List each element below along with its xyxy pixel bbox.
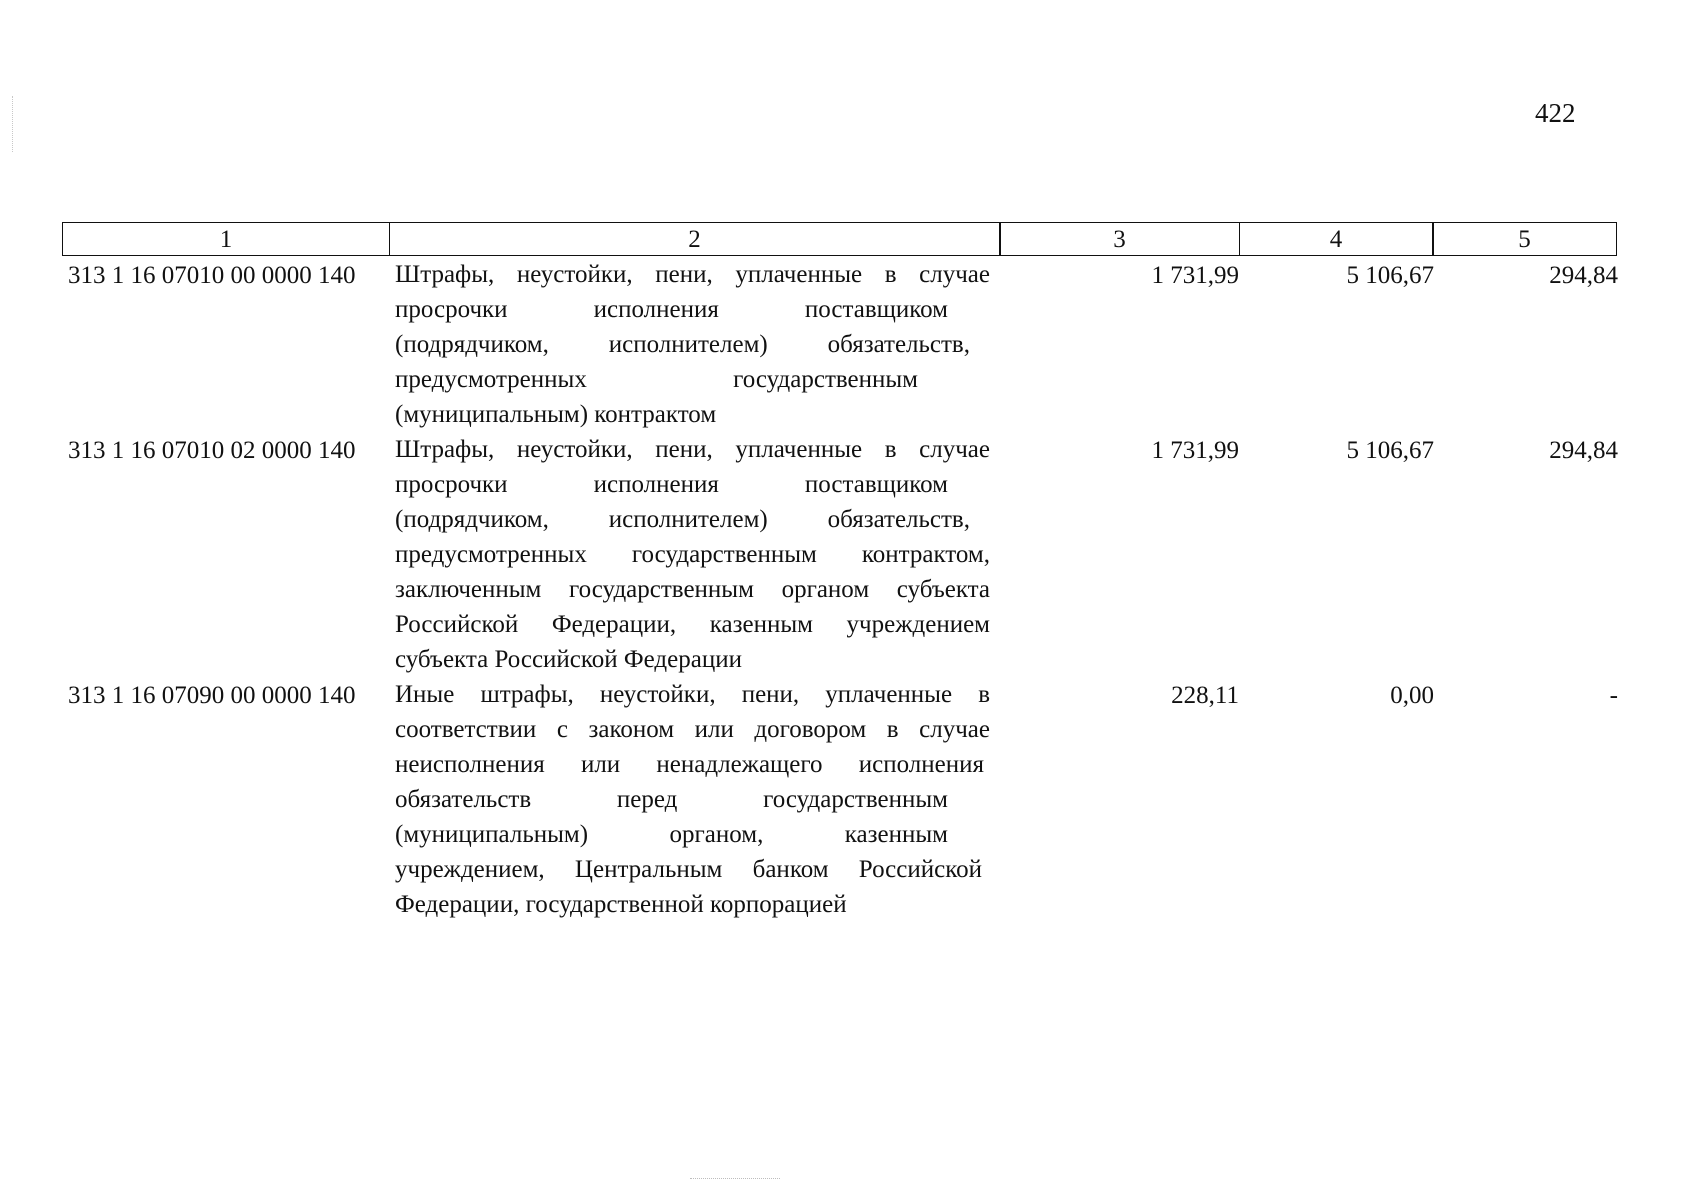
column-header-4: 4 [1239,222,1434,256]
revenue-name-line: просрочки исполнения поставщиком [395,296,948,323]
page-number: 422 [1535,98,1576,128]
column-header-2: 2 [389,222,1001,256]
revenue-name-line: Российской Федерации, казенным учреждением [395,611,990,638]
value-column-3: 1 731,99 [1151,262,1239,289]
column-header-5: 5 [1432,222,1617,256]
value-column-5: - [1609,682,1618,709]
value-column-4: 5 106,67 [1346,262,1434,289]
revenue-name-line: Штрафы, неустойки, пени, уплаченные в случае [395,261,990,288]
revenue-name-line: предусмотренных государственным [395,366,918,393]
revenue-name-line: Федерации, государственной корпорацией [395,891,847,918]
revenue-name-line: соответствии с законом или договором в случае [395,716,990,743]
value-column-5: 294,84 [1549,437,1618,464]
budget-code: 313 1 16 07010 00 0000 140 [68,262,356,289]
table-row [62,677,1622,922]
table-row [62,432,1622,677]
revenue-name-line: (муниципальным) контрактом [395,401,717,428]
revenue-name-line: (подрядчиком, исполнителем) обязательств, [395,331,970,358]
revenue-name-line: заключенным государственным органом субъекта [395,576,990,603]
scan-margin-mark [12,96,15,152]
revenue-name-line: Штрафы, неустойки, пени, уплаченные в случае [395,436,990,463]
budget-code: 313 1 16 07090 00 0000 140 [68,682,356,709]
revenue-name-line: (муниципальным) органом, казенным [395,821,948,848]
value-column-5: 294,84 [1549,262,1618,289]
revenue-name-line: обязательств перед государственным [395,786,948,813]
revenue-name-line: просрочки исполнения поставщиком [395,471,948,498]
table-body [62,257,1622,922]
revenue-name [390,432,990,677]
value-column-4: 5 106,67 [1346,437,1434,464]
revenue-name-line: учреждением, Центральным банком Российской [395,856,982,883]
value-column-4: 0,00 [1390,682,1434,709]
revenue-name [390,257,990,432]
scan-artifact [690,1178,780,1185]
revenue-name-line: неисполнения или ненадлежащего исполнения [395,751,984,778]
table-header-row [62,222,1622,256]
value-column-3: 1 731,99 [1151,437,1239,464]
budget-code: 313 1 16 07010 02 0000 140 [68,437,356,464]
revenue-name [390,677,990,922]
column-header-3: 3 [999,222,1240,256]
revenue-name-line: субъекта Российской Федерации [395,646,742,673]
value-column-3: 228,11 [1171,682,1239,709]
revenue-name-line: (подрядчиком, исполнителем) обязательств, [395,506,970,533]
table-row [62,257,1622,432]
column-header-1: 1 [62,222,390,256]
revenue-name-line: предусмотренных государственным контрактом, [395,541,990,568]
revenue-name-line: Иные штрафы, неустойки, пени, уплаченные в [395,681,990,708]
